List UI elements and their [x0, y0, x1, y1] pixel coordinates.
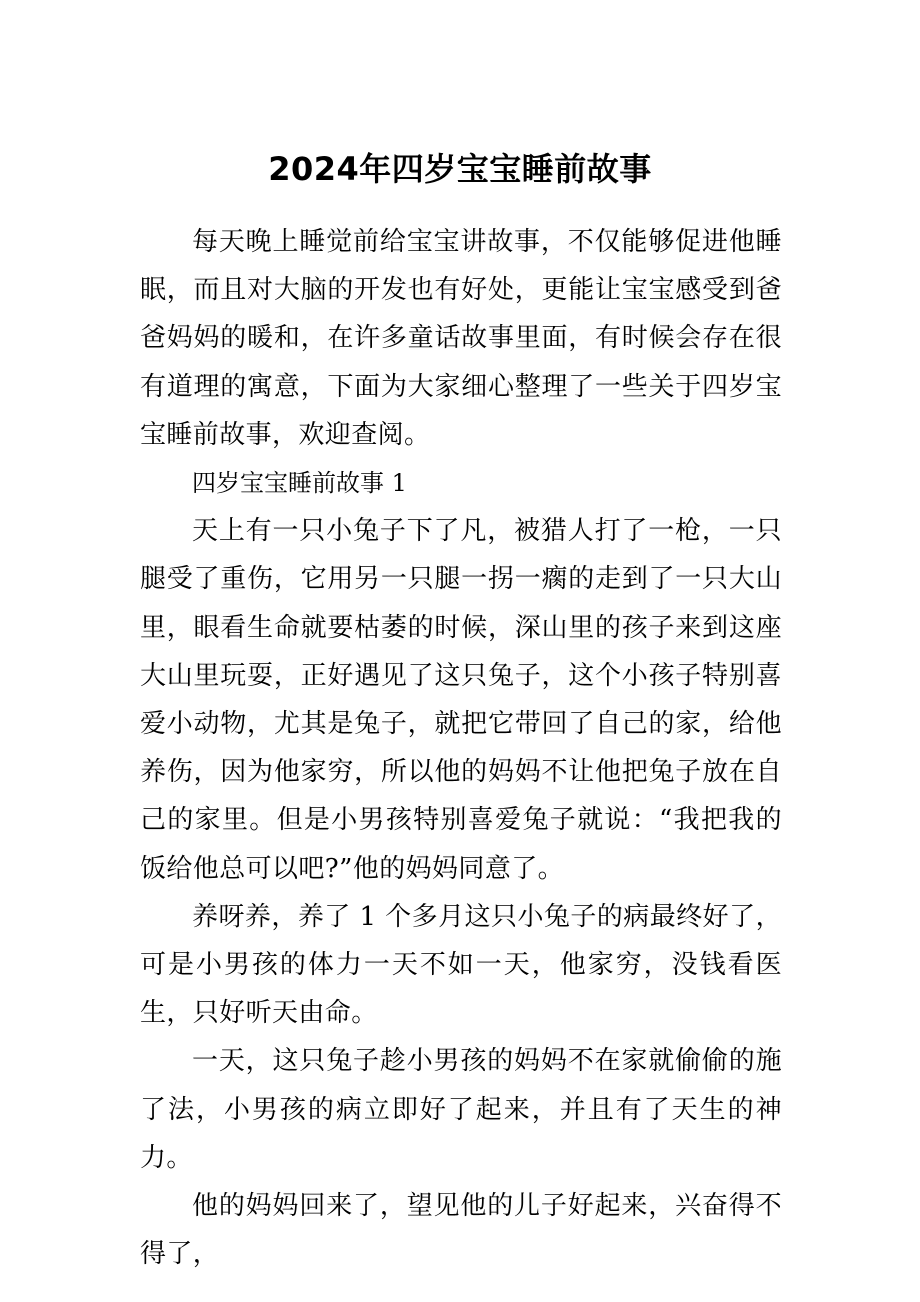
story-paragraph-1: 天上有一只小兔子下了凡，被猎人打了一枪，一只腿受了重伤，它用另一只腿一拐一瘸的走到了一只大山里，眼看生命就要枯萎的时候，深山里的孩子来到这座大山里玩耍，正好遇见了这只兔子，这个小孩子特别喜爱小动物，尤其是兔子，就把它带回了自己的家，给他养伤，因为他家穷，所以他的妈妈不让他把兔子放在自己的家里。但是小男孩特别喜爱兔子就说：“我把我的饭给他总可以吧?”他的妈妈同意了。 — [140, 516, 782, 884]
section-heading: 四岁宝宝睡前故事 1 — [192, 469, 407, 498]
document-title: 2024年四岁宝宝睡前故事 — [268, 150, 652, 188]
document-body — [140, 218, 782, 1278]
story-paragraph-2: 养呀养，养了 1 个多月这只小兔子的病最终好了，可是小男孩的体力一天不如一天，他家穷，没钱看医生，只好听天由命。 — [140, 901, 782, 1029]
story-paragraph-3: 一天，这只兔子趁小男孩的妈妈不在家就偷偷的施了法，小男孩的病立即好了起来，并且有了天生的神力。 — [140, 1046, 782, 1173]
story-paragraph-4: 他的妈妈回来了，望见他的儿子好起来，兴奋得不得了， — [140, 1191, 782, 1270]
intro-paragraph: 每天晚上睡觉前给宝宝讲故事，不仅能够促进他睡眠，而且对大脑的开发也有好处，更能让宝宝感受到爸爸妈妈的暖和，在许多童话故事里面，有时候会存在很有道理的寓意，下面为大家细心整理了一些关于四岁宝宝睡前故事，欢迎查阅。 — [140, 227, 782, 450]
